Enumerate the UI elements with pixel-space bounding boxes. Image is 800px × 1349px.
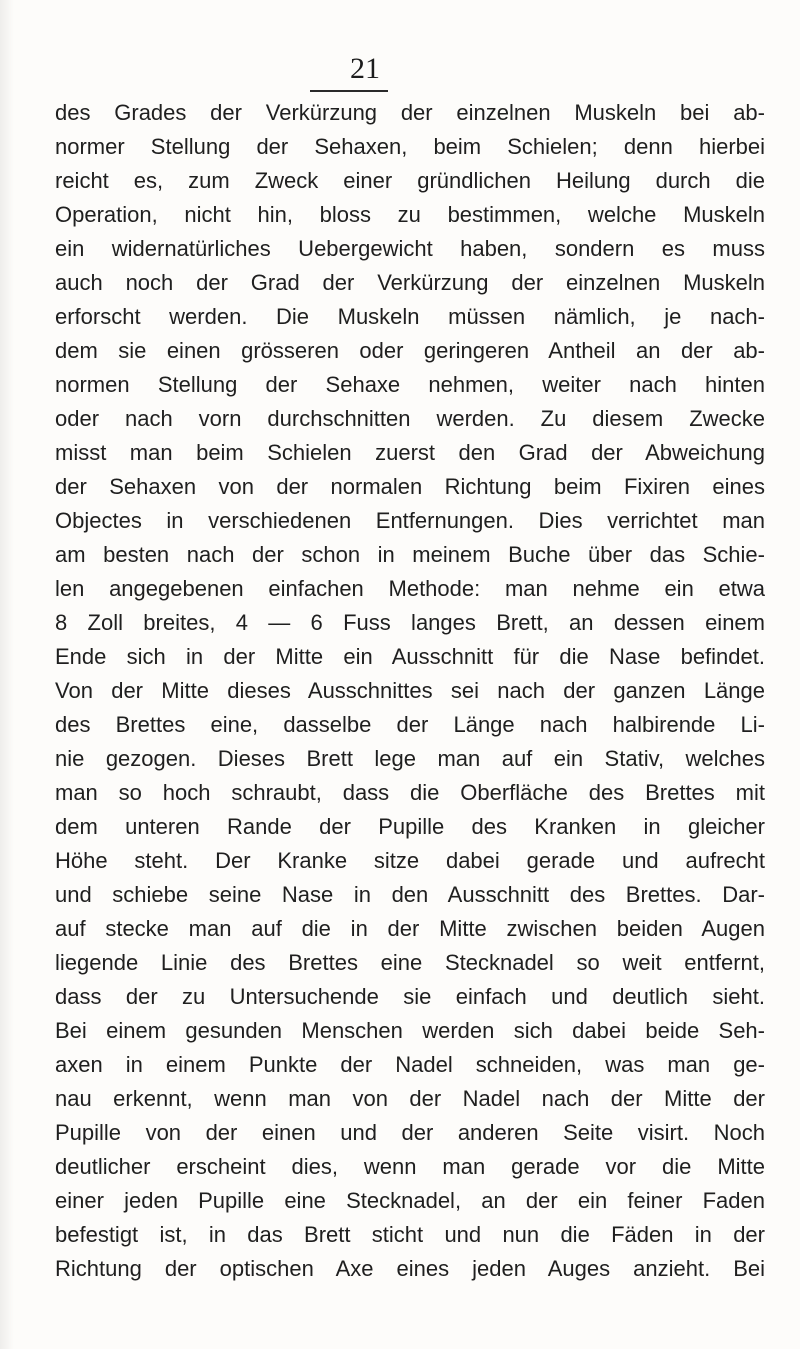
text-line: auch noch der Grad der Verkürzung der einzelnen Muskeln <box>55 270 765 295</box>
text-line: dem sie einen grösseren oder geringeren Antheil an der ab- <box>55 338 765 363</box>
text-line: des Grades der Verkürzung der einzelnen Muskeln bei ab- <box>55 100 765 125</box>
text-line: deutlicher erscheint dies, wenn man gerade vor die Mitte <box>55 1154 765 1179</box>
text-line: dem unteren Rande der Pupille des Kranken in gleicher <box>55 814 765 839</box>
text-line: erforscht werden. Die Muskeln müssen nämlich, je nach- <box>55 304 765 329</box>
header-rule <box>310 90 388 92</box>
text-line: Ende sich in der Mitte ein Ausschnitt für die Nase befindet. <box>55 644 765 669</box>
text-line: axen in einem Punkte der Nadel schneiden, was man ge- <box>55 1052 765 1077</box>
page-edge-shadow <box>0 0 14 1349</box>
text-line: Operation, nicht hin, bloss zu bestimmen, welche Muskeln <box>55 202 765 227</box>
text-line: 8 Zoll breites, 4 — 6 Fuss langes Brett, an dessen einem <box>55 610 765 635</box>
text-line: einer jeden Pupille eine Stecknadel, an der ein feiner Faden <box>55 1188 765 1213</box>
text-line: normen Stellung der Sehaxe nehmen, weiter nach hinten <box>55 372 765 397</box>
text-line: Von der Mitte dieses Ausschnittes sei nach der ganzen Länge <box>55 678 765 703</box>
text-line: befestigt ist, in das Brett sticht und nun die Fäden in der <box>55 1222 765 1247</box>
text-line: misst man beim Schielen zuerst den Grad der Abweichung <box>55 440 765 465</box>
text-line: Richtung der optischen Axe eines jeden Auges anzieht. Bei <box>55 1256 765 1281</box>
text-line: des Brettes eine, dasselbe der Länge nach halbirende Li- <box>55 712 765 737</box>
text-line: auf stecke man auf die in der Mitte zwischen beiden Augen <box>55 916 765 941</box>
text-line: nau erkennt, wenn man von der Nadel nach der Mitte der <box>55 1086 765 1111</box>
text-line: liegende Linie des Brettes eine Stecknadel so weit entfernt, <box>55 950 765 975</box>
text-line: der Sehaxen von der normalen Richtung beim Fixiren eines <box>55 474 765 499</box>
text-line: ein widernatürliches Uebergewicht haben, sondern es muss <box>55 236 765 261</box>
text-line: man so hoch schraubt, dass die Oberfläche des Brettes mit <box>55 780 765 805</box>
text-line: normer Stellung der Sehaxen, beim Schielen; denn hierbei <box>55 134 765 159</box>
text-line: Höhe steht. Der Kranke sitze dabei gerade und aufrecht <box>55 848 765 873</box>
text-line: Objectes in verschiedenen Entfernungen. Dies verrichtet man <box>55 508 765 533</box>
text-line: dass der zu Untersuchende sie einfach und deutlich sieht. <box>55 984 765 1009</box>
text-line: am besten nach der schon in meinem Buche über das Schie- <box>55 542 765 567</box>
body-text <box>55 96 765 1286</box>
text-line: und schiebe seine Nase in den Ausschnitt des Brettes. Dar- <box>55 882 765 907</box>
text-line: oder nach vorn durchschnitten werden. Zu diesem Zwecke <box>55 406 765 431</box>
page-number: 21 <box>350 52 380 85</box>
text-line: Pupille von der einen und der anderen Seite visirt. Noch <box>55 1120 765 1145</box>
text-line: len angegebenen einfachen Methode: man nehme ein etwa <box>55 576 765 601</box>
text-line: Bei einem gesunden Menschen werden sich dabei beide Seh- <box>55 1018 765 1043</box>
text-line: reicht es, zum Zweck einer gründlichen Heilung durch die <box>55 168 765 193</box>
text-line: nie gezogen. Dieses Brett lege man auf ein Stativ, welches <box>55 746 765 771</box>
